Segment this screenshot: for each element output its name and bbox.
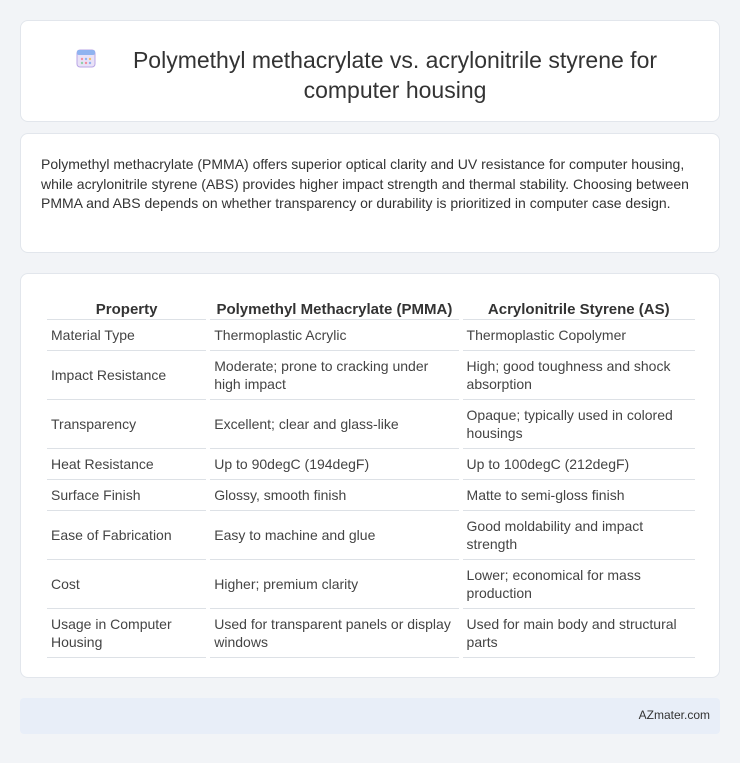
table-row: [47, 400, 695, 449]
pmma-cell: Moderate; prone to cracking under high impact: [210, 351, 458, 400]
table-row: [47, 560, 695, 609]
comparison-table-card: [20, 273, 720, 678]
as-cell: Up to 100degC (212degF): [463, 449, 695, 480]
property-cell: Transparency: [47, 400, 206, 449]
pmma-cell: Up to 90degC (194degF): [210, 449, 458, 480]
comparison-table: [43, 294, 699, 658]
title-card: [20, 20, 720, 122]
as-cell: Matte to semi-gloss finish: [463, 480, 695, 511]
pmma-cell: Easy to machine and glue: [210, 511, 458, 560]
as-cell: Used for main body and structural parts: [463, 609, 695, 658]
footer-brand[interactable]: AZmater.com: [638, 708, 710, 722]
property-cell: Heat Resistance: [47, 449, 206, 480]
as-cell: Thermoplastic Copolymer: [463, 320, 695, 351]
property-cell: Usage in Computer Housing: [47, 609, 206, 658]
table-row: [47, 609, 695, 658]
header-as: Acrylonitrile Styrene (AS): [463, 294, 695, 320]
property-cell: Material Type: [47, 320, 206, 351]
as-cell: Opaque; typically used in colored housings: [463, 400, 695, 449]
table-row: [47, 320, 695, 351]
pmma-cell: Thermoplastic Acrylic: [210, 320, 458, 351]
as-cell: Good moldability and impact strength: [463, 511, 695, 560]
page-title: Polymethyl methacrylate vs. acrylonitrile styrene for computer housing: [132, 47, 658, 103]
table-row: [47, 449, 695, 480]
header-pmma: Polymethyl Methacrylate (PMMA): [210, 294, 458, 320]
footer-bar: [20, 698, 720, 734]
table-header-row: [47, 294, 695, 320]
table-row: [47, 480, 695, 511]
pmma-cell: Higher; premium clarity: [210, 560, 458, 609]
table-row: [47, 511, 695, 560]
as-cell: High; good toughness and shock absorption: [463, 351, 695, 400]
as-cell: Lower; economical for mass production: [463, 560, 695, 609]
header-property: Property: [47, 294, 206, 320]
property-cell: Cost: [47, 560, 206, 609]
summary-card: [20, 133, 720, 253]
table-row: [47, 351, 695, 400]
pmma-cell: Excellent; clear and glass-like: [210, 400, 458, 449]
pmma-cell: Used for transparent panels or display windows: [210, 609, 458, 658]
property-cell: Ease of Fabrication: [47, 511, 206, 560]
pmma-cell: Glossy, smooth finish: [210, 480, 458, 511]
property-cell: Surface Finish: [47, 480, 206, 511]
property-cell: Impact Resistance: [47, 351, 206, 400]
summary-text: Polymethyl methacrylate (PMMA) offers superior optical clarity and UV resistance for computer housing, while acrylonitrile styrene (ABS) provides higher impact strength and thermal stability. Choosing between PMMA and ABS depends on whether transparency or durability is prioritized in computer case design.: [41, 156, 689, 211]
